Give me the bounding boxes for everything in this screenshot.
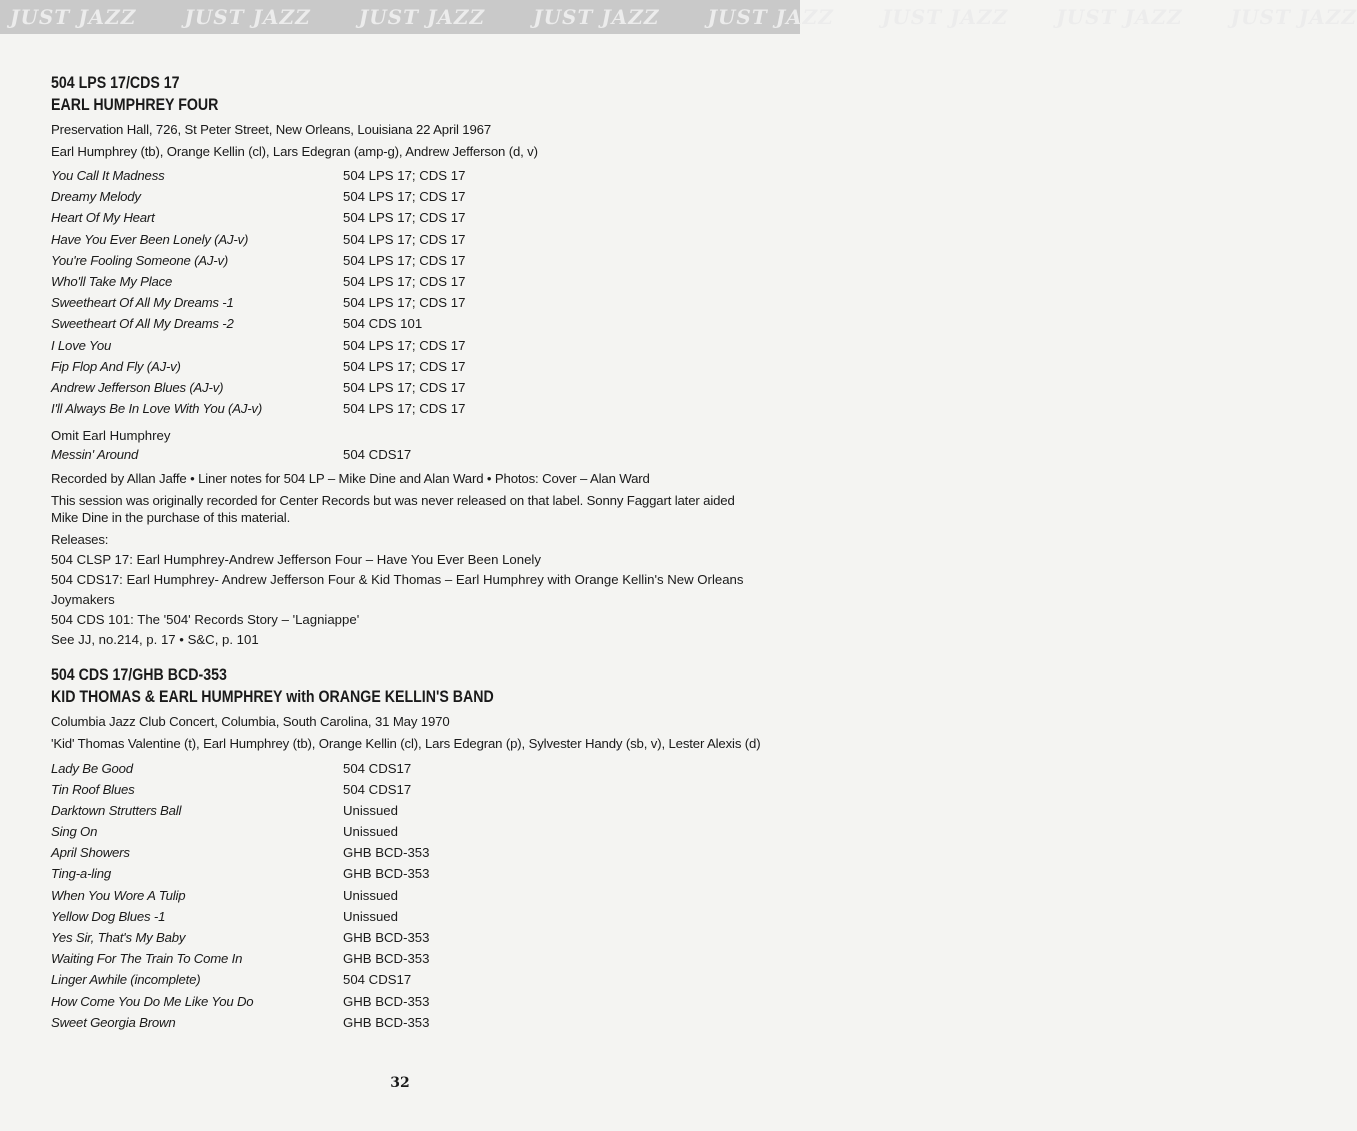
session-venue: Preservation Hall, 726, St Peter Street, New Orleans, Louisiana 22 April 1967 <box>51 122 491 137</box>
track-row <box>51 356 771 377</box>
track-issue: Unissued <box>343 824 398 840</box>
track-issue: 504 CDS17 <box>343 972 412 988</box>
track-issue: 504 LPS 17; CDS 17 <box>343 231 466 247</box>
track-issue: 504 LPS 17; CDS 17 <box>343 401 466 417</box>
track-title: Waiting For The Train To Come In <box>51 951 243 967</box>
session-title: KID THOMAS & EARL HUMPHREY with ORANGE KELLIN'S BAND <box>51 688 494 707</box>
track-issue: 504 LPS 17; CDS 17 <box>343 274 466 290</box>
track-issue: 504 LPS 17; CDS 17 <box>343 358 466 374</box>
track-title: Ting-a-ling <box>51 866 111 882</box>
track-title: You Call It Madness <box>51 168 165 184</box>
track-row <box>51 821 771 842</box>
track-row <box>51 165 771 186</box>
track-issue: 504 CDS17 <box>343 781 412 797</box>
track-title: Tin Roof Blues <box>51 781 135 797</box>
track-row <box>51 377 771 398</box>
track-issue: Unissued <box>343 908 398 924</box>
session-personnel: Earl Humphrey (tb), Orange Kellin (cl), Lars Edegran (amp-g), Andrew Jefferson (d, v) <box>51 144 538 159</box>
track-row <box>51 313 771 334</box>
track-issue: 504 LPS 17; CDS 17 <box>343 168 466 184</box>
track-row <box>51 229 771 250</box>
omit-note: Omit Earl Humphrey <box>51 428 171 444</box>
track-row <box>51 948 771 969</box>
track-title: How Come You Do Me Like You Do <box>51 993 254 1009</box>
track-issue: GHB BCD-353 <box>343 951 430 967</box>
track-issue: GHB BCD-353 <box>343 845 430 861</box>
track-issue: Unissued <box>343 802 398 818</box>
track-row <box>51 250 771 271</box>
release-item: 504 CDS17: Earl Humphrey- Andrew Jefferson Four & Kid Thomas – Earl Humphrey with Orange Kellin's New Orleans Joymakers <box>51 572 744 608</box>
track-list <box>51 757 771 1032</box>
track-issue: 504 LPS 17; CDS 17 <box>343 379 466 395</box>
banner-logo-text: JUST JAZZ <box>10 5 137 29</box>
track-issue: 504 CDS17 <box>343 760 412 776</box>
track-row <box>51 969 771 990</box>
session-catalog-number: 504 LPS 17/CDS 17 <box>51 74 180 92</box>
track-row <box>51 800 771 821</box>
session-note: This session was originally recorded for Center Records but was never released on that label. Sonny Faggart later aided Mike Dine in the purchase of this material. <box>51 493 735 526</box>
track-title: I Love You <box>51 337 112 353</box>
session-personnel: 'Kid' Thomas Valentine (t), Earl Humphrey (tb), Orange Kellin (cl), Lars Edegran (p), Sylvester Handy (sb, v), Lester Alexis (d) <box>51 736 761 752</box>
session-credits: Recorded by Allan Jaffe • Liner notes for 504 LP – Mike Dine and Alan Ward • Photos: Cover – Alan Ward <box>51 471 650 487</box>
banner-logo-text: JUST JAZZ <box>533 5 660 29</box>
track-issue: GHB BCD-353 <box>343 1014 430 1030</box>
page-number: 32 <box>390 1075 410 1091</box>
track-title: Linger Awhile (incomplete) <box>51 972 201 988</box>
track-row <box>51 757 771 778</box>
track-list <box>51 165 771 419</box>
banner-logo-text: JUST JAZZ <box>184 5 311 29</box>
banner-logo-text: JUST JAZZ <box>1230 5 1357 29</box>
track-title: Yes Sir, That's My Baby <box>51 930 186 946</box>
track-title: Fip Flop And Fly (AJ-v) <box>51 358 181 374</box>
session-catalog-number: 504 CDS 17/GHB BCD-353 <box>51 666 227 685</box>
track-title: Andrew Jefferson Blues (AJ-v) <box>51 379 224 395</box>
track-row <box>51 779 771 800</box>
track-row <box>51 335 771 356</box>
release-item: 504 CLSP 17: Earl Humphrey-Andrew Jefferson Four – Have You Ever Been Lonely <box>51 552 541 568</box>
page-banner <box>0 0 1357 34</box>
track-row <box>51 207 771 228</box>
releases-label: Releases: <box>51 532 109 548</box>
track-issue: 504 LPS 17; CDS 17 <box>343 189 466 205</box>
track-title: Who'll Take My Place <box>51 274 173 290</box>
track-title: Sing On <box>51 824 98 840</box>
track-row <box>51 398 771 419</box>
reference-note: See JJ, no.214, p. 17 • S&C, p. 101 <box>51 632 259 648</box>
releases-list <box>51 550 771 650</box>
track-title: Yellow Dog Blues -1 <box>51 908 166 924</box>
track-issue: 504 CDS 101 <box>343 316 423 332</box>
track-issue: 504 LPS 17; CDS 17 <box>343 252 466 268</box>
release-item: 504 CDS 101: The '504' Records Story – 'Lagniappe' <box>51 612 360 628</box>
track-title: Have You Ever Been Lonely (AJ-v) <box>51 231 249 247</box>
track-title: Sweet Georgia Brown <box>51 1014 176 1030</box>
track-title: Dreamy Melody <box>51 189 141 205</box>
track-title: You're Fooling Someone (AJ-v) <box>51 252 229 268</box>
track-issue: GHB BCD-353 <box>343 993 430 1009</box>
track-title: Sweetheart Of All My Dreams -2 <box>51 316 234 332</box>
track-row <box>51 292 771 313</box>
track-issue: Unissued <box>343 887 398 903</box>
session-venue: Columbia Jazz Club Concert, Columbia, South Carolina, 31 May 1970 <box>51 714 450 730</box>
track-title: Sweetheart Of All My Dreams -1 <box>51 295 234 311</box>
banner-logo-text: JUST JAZZ <box>707 5 834 29</box>
track-title: Darktown Strutters Ball <box>51 802 182 818</box>
track-row <box>51 1012 771 1033</box>
track-issue: GHB BCD-353 <box>343 866 430 882</box>
track-issue: GHB BCD-353 <box>343 930 430 946</box>
track-issue: 504 CDS17 <box>343 447 412 463</box>
track-row <box>51 906 771 927</box>
banner-logo-text: JUST JAZZ <box>358 5 486 29</box>
track-title: I'll Always Be In Love With You (AJ-v) <box>51 401 263 417</box>
track-row <box>51 885 771 906</box>
track-row <box>51 991 771 1012</box>
track-issue: 504 LPS 17; CDS 17 <box>343 295 466 311</box>
track-row <box>51 863 771 884</box>
banner-logo-text: JUST JAZZ <box>1056 5 1183 29</box>
track-issue: 504 LPS 17; CDS 17 <box>343 210 466 226</box>
track-title: When You Wore A Tulip <box>51 887 186 903</box>
track-row <box>51 842 771 863</box>
track-title: Messin' Around <box>51 447 139 463</box>
page-content <box>51 72 771 1033</box>
track-issue: 504 LPS 17; CDS 17 <box>343 337 466 353</box>
track-title: April Showers <box>51 845 130 861</box>
track-row <box>51 927 771 948</box>
track-row <box>51 271 771 292</box>
track-row <box>51 444 771 465</box>
track-title: Heart Of My Heart <box>51 210 155 226</box>
track-row <box>51 186 771 207</box>
track-title: Lady Be Good <box>51 760 133 776</box>
session-title: EARL HUMPHREY FOUR <box>51 96 219 114</box>
banner-logo-text: JUST JAZZ <box>881 5 1009 29</box>
